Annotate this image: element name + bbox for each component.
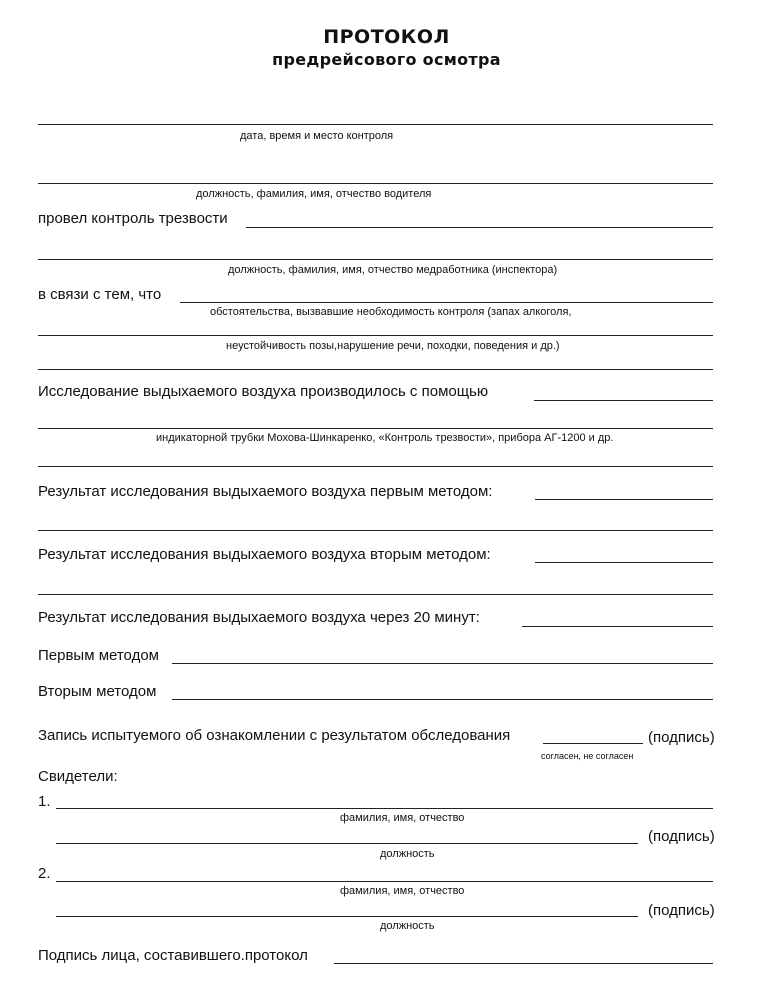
second-method-label: Вторым методом <box>38 683 157 700</box>
composer-signature-field[interactable] <box>334 963 713 964</box>
witness-number: 1. <box>38 793 51 810</box>
witness-position-field[interactable] <box>56 843 638 844</box>
date-place-field[interactable] <box>38 124 713 125</box>
result-20min-field[interactable] <box>522 626 713 627</box>
witnesses-heading: Свидетели: <box>38 768 118 785</box>
result-first-field-2[interactable] <box>38 530 713 531</box>
circumstances-field[interactable] <box>38 335 713 336</box>
second-method-field[interactable] <box>172 699 713 700</box>
acknowledgement-signature-label: (подпись) <box>648 729 715 746</box>
driver-caption: должность, фамилия, имя, отчество водителя <box>196 188 432 200</box>
medic-field[interactable] <box>38 259 713 260</box>
circumstances-caption-1: обстоятельства, вызвавшие необходимость контроля (запах алкоголя, <box>210 306 572 318</box>
circumstances-field-2[interactable] <box>38 369 713 370</box>
witness-name-caption: фамилия, имя, отчество <box>340 812 465 824</box>
document-title: ПРОТОКОЛ <box>323 26 450 48</box>
first-method-label: Первым методом <box>38 647 159 664</box>
because-field[interactable] <box>180 302 713 303</box>
breath-test-field[interactable] <box>534 400 713 401</box>
instruments-caption: индикаторной трубки Мохова-Шинкаренко, «Контроль трезвости», прибора АГ-1200 и др. <box>156 432 614 444</box>
driver-field[interactable] <box>38 183 713 184</box>
witness-number: 2. <box>38 865 51 882</box>
result-second-label: Результат исследования выдыхаемого воздуха вторым методом: <box>38 546 491 563</box>
because-label: в связи с тем, что <box>38 286 162 303</box>
result-first-field[interactable] <box>535 499 713 500</box>
witness-name-caption: фамилия, имя, отчество <box>340 885 465 897</box>
sobriety-check-label: провел контроль трезвости <box>38 210 228 227</box>
witness-name-field[interactable] <box>56 881 713 882</box>
witness-position-field[interactable] <box>56 916 638 917</box>
sobriety-check-field[interactable] <box>246 227 713 228</box>
witness-signature-label: (подпись) <box>648 828 715 845</box>
result-first-label: Результат исследования выдыхаемого воздуха первым методом: <box>38 483 493 500</box>
result-20min-label: Результат исследования выдыхаемого воздуха через 20 минут: <box>38 609 480 626</box>
result-second-field-2[interactable] <box>38 594 713 595</box>
circumstances-caption-2: неустойчивость позы,нарушение речи, походки, поведения и др.) <box>226 340 560 352</box>
document-subtitle: предрейсового осмотра <box>272 50 501 69</box>
instrument-field[interactable] <box>38 428 713 429</box>
composer-signature-label: Подпись лица, составившего.протокол <box>38 947 308 964</box>
result-second-field[interactable] <box>535 562 713 563</box>
instrument-field-2[interactable] <box>38 466 713 467</box>
witness-signature-label: (подпись) <box>648 902 715 919</box>
first-method-field[interactable] <box>172 663 713 664</box>
date-place-caption: дата, время и место контроля <box>240 130 394 142</box>
witness-name-field[interactable] <box>56 808 713 809</box>
agree-caption: согласен, не согласен <box>541 751 634 761</box>
acknowledgement-field[interactable] <box>543 743 643 744</box>
medic-caption: должность, фамилия, имя, отчество медработника (инспектора) <box>228 264 558 276</box>
witness-position-caption: должность <box>380 848 435 860</box>
acknowledgement-label: Запись испытуемого об ознакомлении с результатом обследования <box>38 727 511 744</box>
breath-test-label: Исследование выдыхаемого воздуха производилось с помощью <box>38 383 489 400</box>
witness-position-caption: должность <box>380 920 435 932</box>
